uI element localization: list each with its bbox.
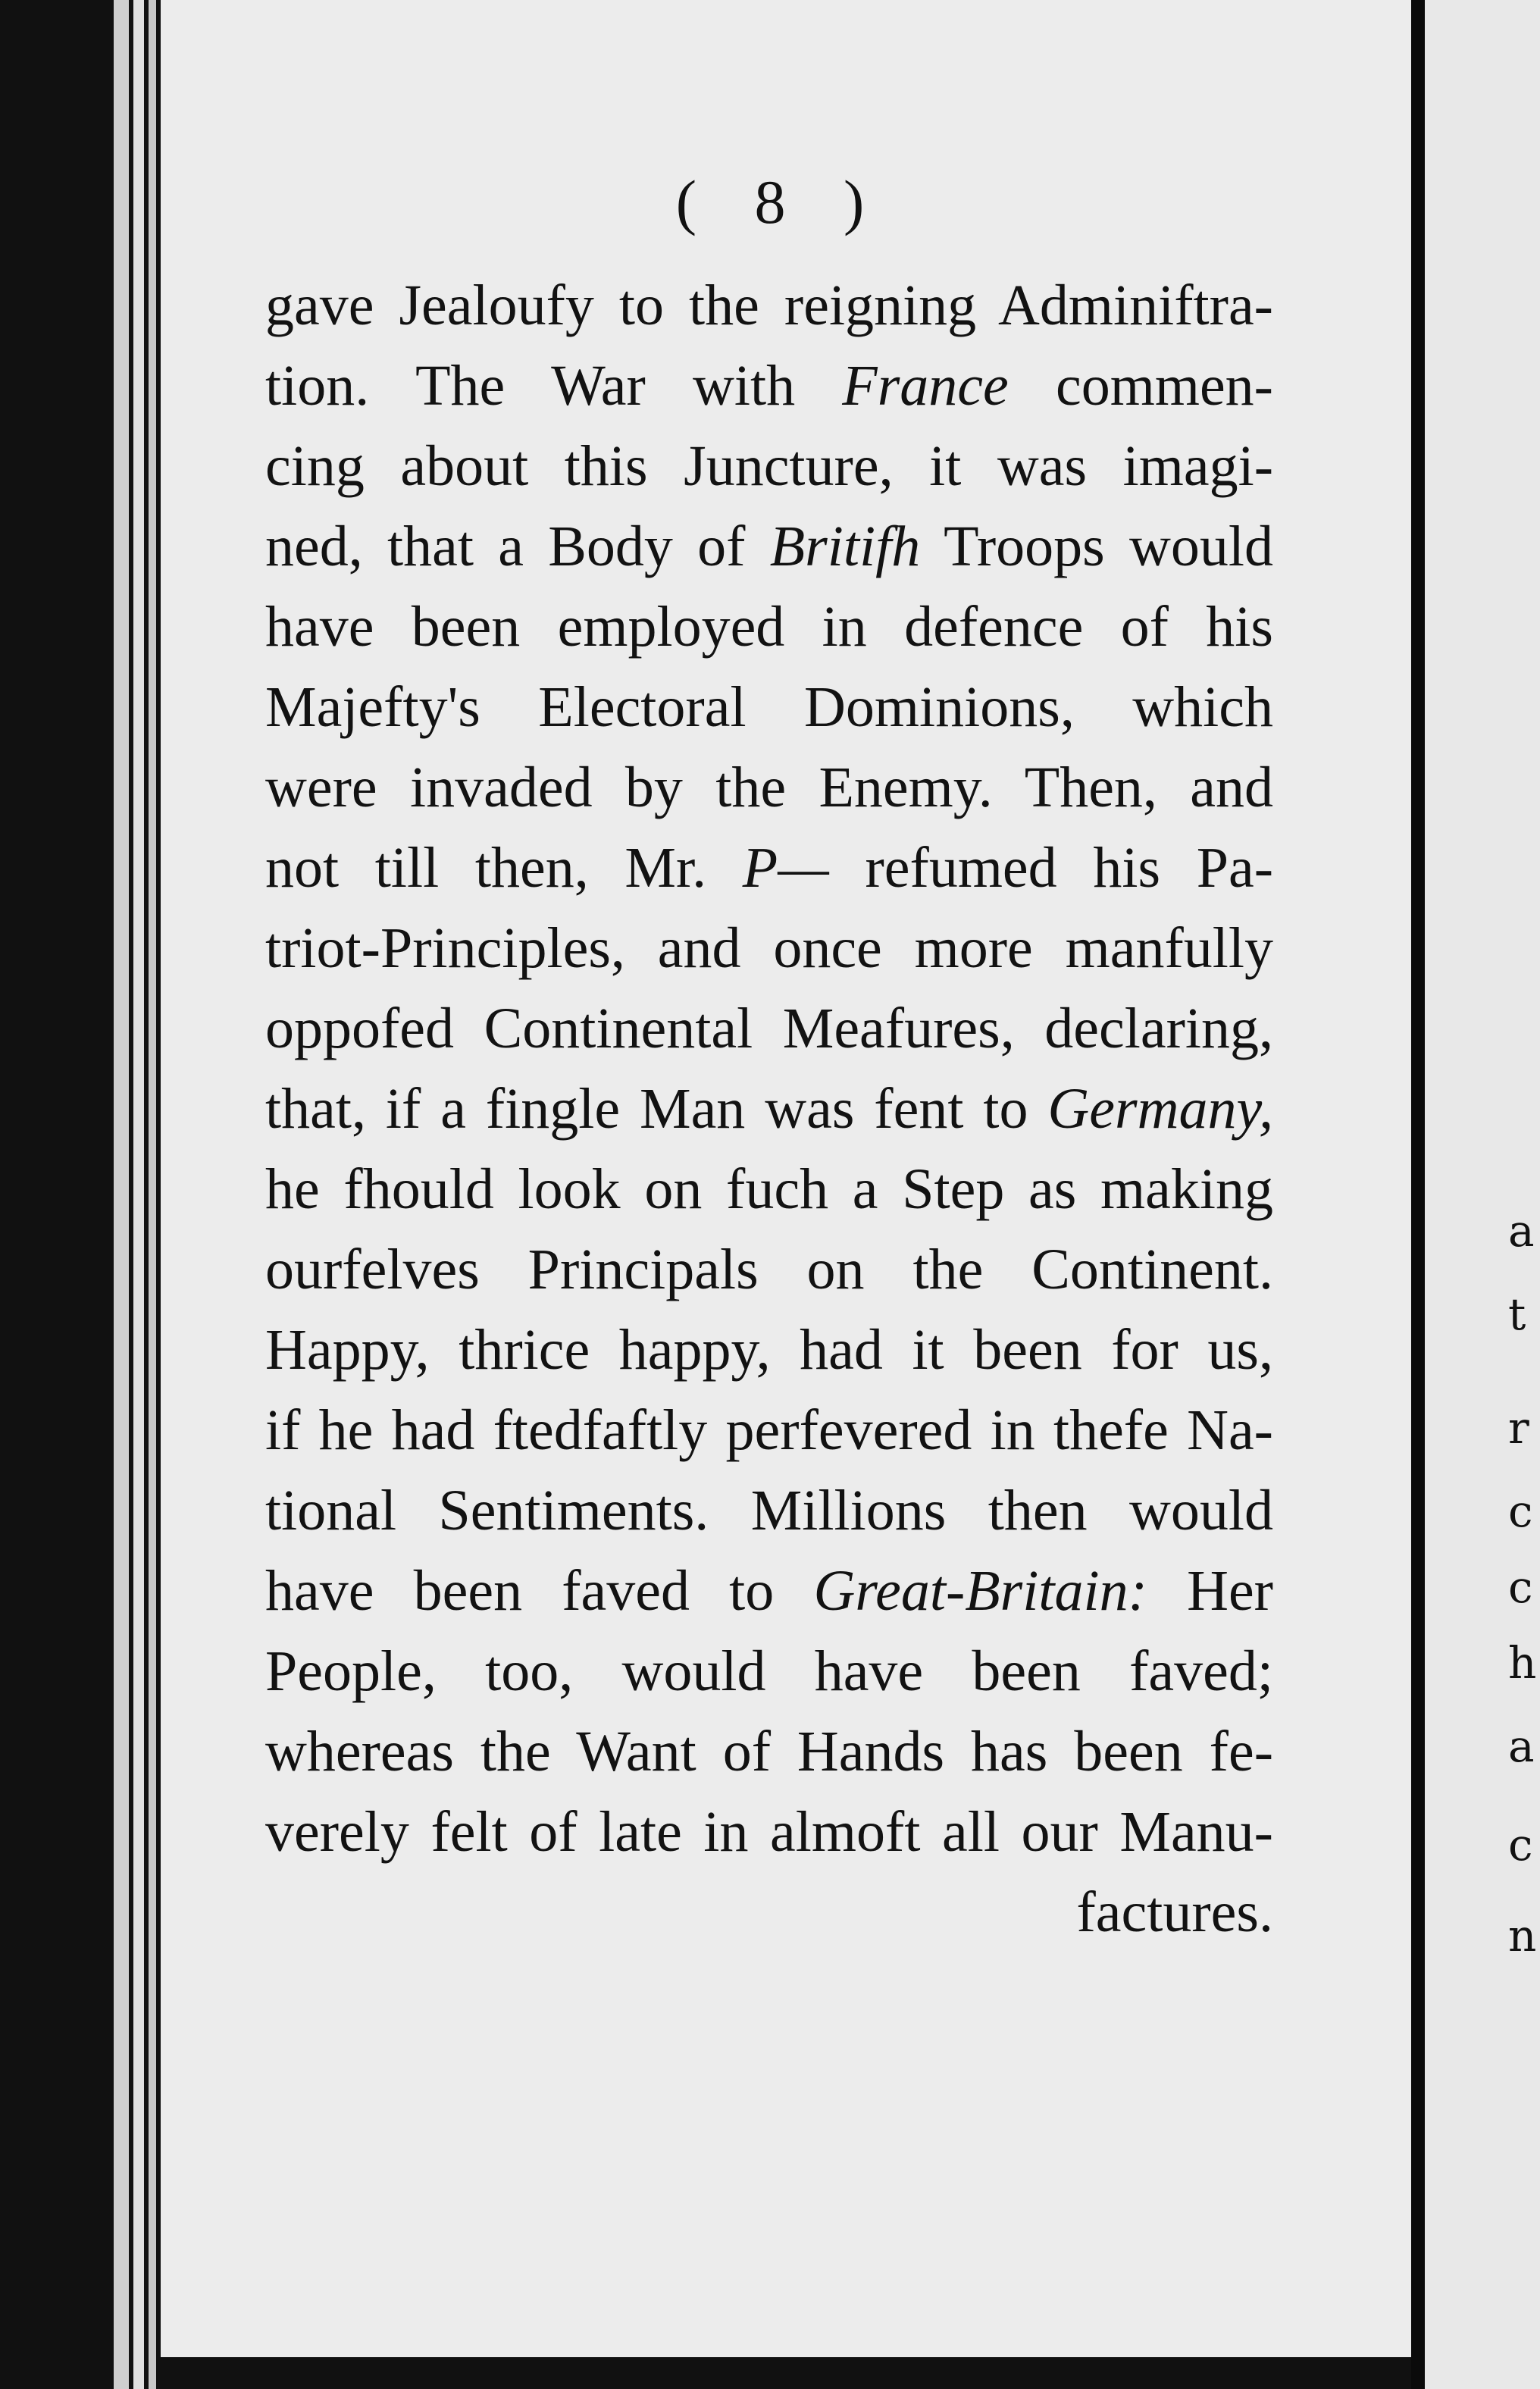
text-line	[265, 1310, 1273, 1390]
italic-text: Great-Britain:	[813, 1559, 1147, 1623]
text-line	[265, 908, 1273, 988]
text-run: commen-	[1008, 354, 1273, 418]
text-run: tion. The War with	[265, 354, 843, 418]
text-line	[265, 1631, 1273, 1711]
text-run: factures.	[1076, 1880, 1273, 1944]
text-line	[265, 1711, 1273, 1792]
text-line	[265, 1149, 1273, 1229]
text-run: gave Jealoufy to the reigning Adminiftra-	[265, 274, 1273, 337]
text-run: Majefty's Electoral Dominions, which	[265, 675, 1273, 739]
text-run: ned, that a Body of	[265, 515, 770, 578]
italic-text: P—	[742, 836, 829, 900]
page-edge	[149, 0, 156, 2389]
text-line	[265, 587, 1273, 667]
text-run: cing about this Juncture, it was imagi-	[265, 434, 1273, 498]
facing-page-letter: c	[1508, 1819, 1533, 1871]
text-run: tional Sentiments. Millions then would	[265, 1479, 1273, 1542]
page-edge	[133, 0, 144, 2389]
text-run: he fhould look on fuch a Step as making	[265, 1157, 1273, 1221]
text-run: that, if a fingle Man was fent to	[265, 1077, 1048, 1141]
facing-page-letter: t	[1508, 1288, 1526, 1340]
text-line	[265, 506, 1273, 587]
italic-text: Britifh	[769, 515, 921, 578]
facing-page-letter: h	[1508, 1637, 1537, 1689]
text-run: triot-Principles, and once more manfully	[265, 916, 1273, 980]
body-text	[265, 265, 1273, 1952]
text-line	[265, 667, 1273, 747]
page-number: ( 8 )	[675, 168, 886, 236]
gutter-divider	[1411, 0, 1425, 2389]
text-run: Her	[1147, 1559, 1273, 1623]
text-run: oppofed Continental Meafures, declaring,	[265, 997, 1273, 1060]
text-run: refumed his Pa-	[828, 836, 1273, 900]
text-line	[265, 1229, 1273, 1310]
text-line	[265, 265, 1273, 346]
facing-page-letter: a	[1508, 1721, 1535, 1772]
page-edge	[114, 0, 129, 2389]
text-line	[265, 1792, 1273, 1872]
text-line	[265, 1551, 1273, 1631]
text-run: whereas the Want of Hands has been fe-	[265, 1720, 1273, 1783]
text-run: verely felt of late in almoft all our Manu-	[265, 1800, 1273, 1864]
italic-text: France	[842, 354, 1009, 418]
facing-page-letter: r	[1508, 1402, 1529, 1454]
text-line	[265, 346, 1273, 426]
text-line	[265, 426, 1273, 506]
text-run: ourfelves Principals on the Continent.	[265, 1238, 1273, 1301]
text-line	[265, 1872, 1273, 1952]
facing-page-letter: a	[1508, 1205, 1535, 1257]
facing-page-edge	[1425, 0, 1540, 2389]
text-line	[265, 828, 1273, 908]
facing-page-letter: n	[1508, 1910, 1537, 1962]
text-line	[265, 1470, 1273, 1551]
text-run: Happy, thrice happy, had it been for us,	[265, 1318, 1273, 1382]
text-line	[265, 747, 1273, 828]
facing-page-letter: c	[1508, 1486, 1533, 1537]
text-run: were invaded by the Enemy. Then, and	[265, 756, 1273, 819]
text-run: People, too, would have been faved;	[265, 1639, 1273, 1703]
text-line	[265, 1390, 1273, 1470]
italic-text: Germany,	[1047, 1077, 1273, 1141]
text-run: Troops would	[920, 515, 1273, 578]
text-run: if he had ftedfaftly perfevered in thefe Na-	[265, 1398, 1273, 1462]
text-run: have been employed in defence of his	[265, 595, 1273, 659]
text-line	[265, 988, 1273, 1069]
text-run: not till then, Mr.	[265, 836, 743, 900]
facing-page-letter: c	[1508, 1561, 1533, 1613]
text-run: have been faved to	[265, 1559, 814, 1623]
text-line	[265, 1069, 1273, 1149]
